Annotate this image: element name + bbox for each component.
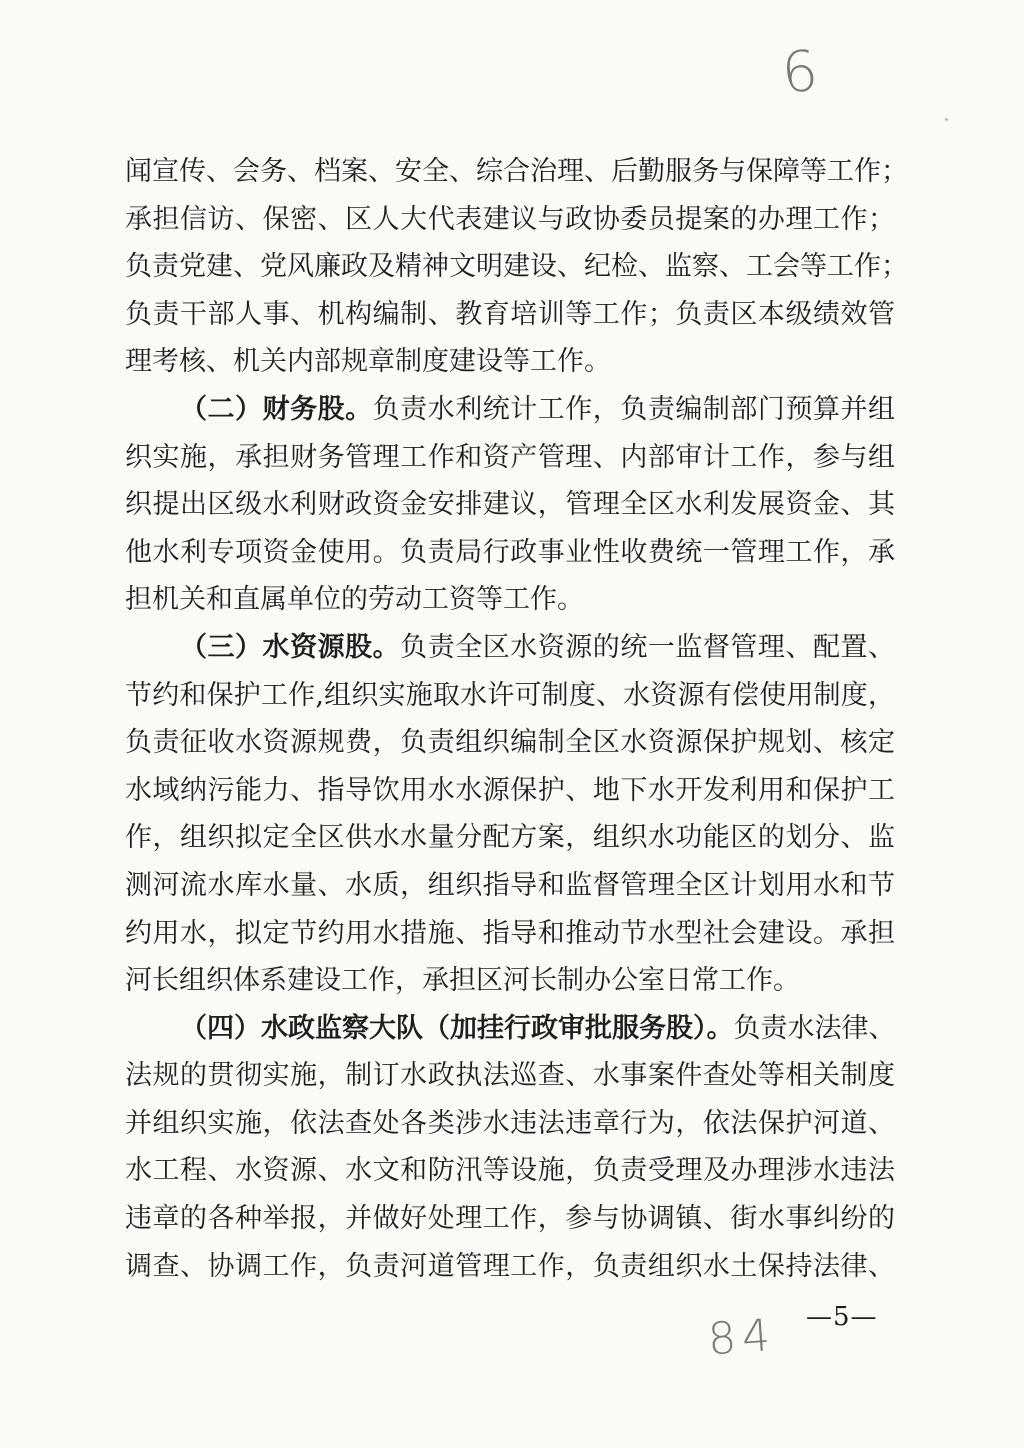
paragraph-first-line bbox=[125, 624, 895, 672]
text-line: 调查、协调工作，负责河道管理工作，负责组织水土保持法律、 bbox=[125, 1250, 895, 1282]
text-line: 法规的贯彻实施，制订水政执法巡查、水事案件查处等相关制度 bbox=[125, 1060, 895, 1092]
paper-speck bbox=[945, 118, 948, 121]
text-line: 约用水，拟定节约用水措施、指导和推动节水型社会建设。承担 bbox=[125, 917, 895, 949]
handwritten-folio-number: 84 bbox=[706, 1309, 778, 1366]
text-line: 水工程、水资源、水文和防汛等设施，负责受理及办理涉水违法 bbox=[125, 1155, 895, 1187]
section-heading-water-supervision: （四）水政监察大队（加挂行政审批服务股）。 bbox=[180, 1012, 734, 1044]
text-line: 水域纳污能力、指导饮用水水源保护、地下水开发利用和保护工 bbox=[125, 774, 895, 806]
text-line: 违章的各种举报，并做好处理工作，参与协调镇、街水事纠纷的 bbox=[125, 1203, 895, 1235]
text-line: 并组织实施，依法查处各类涉水违法违章行为，依法保护河道、 bbox=[125, 1107, 895, 1139]
text-run: 负责水法律、 bbox=[733, 1012, 896, 1044]
body-text bbox=[125, 148, 908, 1290]
text-line: 理考核、机关内部规章制度建设等工作。 bbox=[125, 346, 611, 378]
text-line: 河长组织体系建设工作，承担区河长制办公室日常工作。 bbox=[125, 965, 800, 997]
section-heading-finance: （二）财务股。 bbox=[180, 393, 373, 425]
text-line: 作，组织拟定全区供水水量分配方案，组织水功能区的划分、监 bbox=[125, 822, 895, 854]
section-heading-water-resources: （三）水资源股。 bbox=[180, 631, 401, 663]
paragraph-first-line bbox=[125, 386, 895, 434]
page-number: —5— bbox=[806, 1302, 878, 1332]
text-line: 负责党建、党风廉政及精神文明建设、纪检、监察、工会等工作； bbox=[125, 251, 908, 283]
text-line: 担机关和直属单位的劳动工资等工作。 bbox=[125, 584, 584, 616]
text-line: 他水利专项资金使用。负责局行政事业性收费统一管理工作，承 bbox=[125, 536, 895, 568]
paragraph-first-line bbox=[125, 1005, 895, 1053]
text-line: 织提出区级水利财政资金安排建议，管理全区水利发展资金、其 bbox=[125, 489, 895, 521]
text-line: 负责干部人事、机构编制、教育培训等工作；负责区本级绩效管 bbox=[125, 298, 895, 330]
text-line: 织实施，承担财务管理工作和资产管理、内部审计工作，参与组 bbox=[125, 441, 895, 473]
text-run: 负责水利统计工作，负责编制部门预算并组 bbox=[372, 393, 895, 425]
text-line: 节约和保护工作,组织实施取水许可制度、水资源有偿使用制度， bbox=[125, 679, 895, 711]
text-line: 负责征收水资源规费，负责组织编制全区水资源保护规划、核定 bbox=[125, 727, 895, 759]
text-line: 承担信访、保密、区人大代表建议与政协委员提案的办理工作； bbox=[125, 203, 895, 235]
handwritten-page-note: 6 bbox=[778, 38, 823, 107]
text-line: 闻宣传、会务、档案、安全、综合治理、后勤服务与保障等工作； bbox=[125, 156, 908, 187]
text-run: 负责全区水资源的统一监督管理、配置、 bbox=[400, 631, 896, 663]
text-line: 测河流水库水量、水质，组织指导和监督管理全区计划用水和节 bbox=[125, 869, 895, 901]
